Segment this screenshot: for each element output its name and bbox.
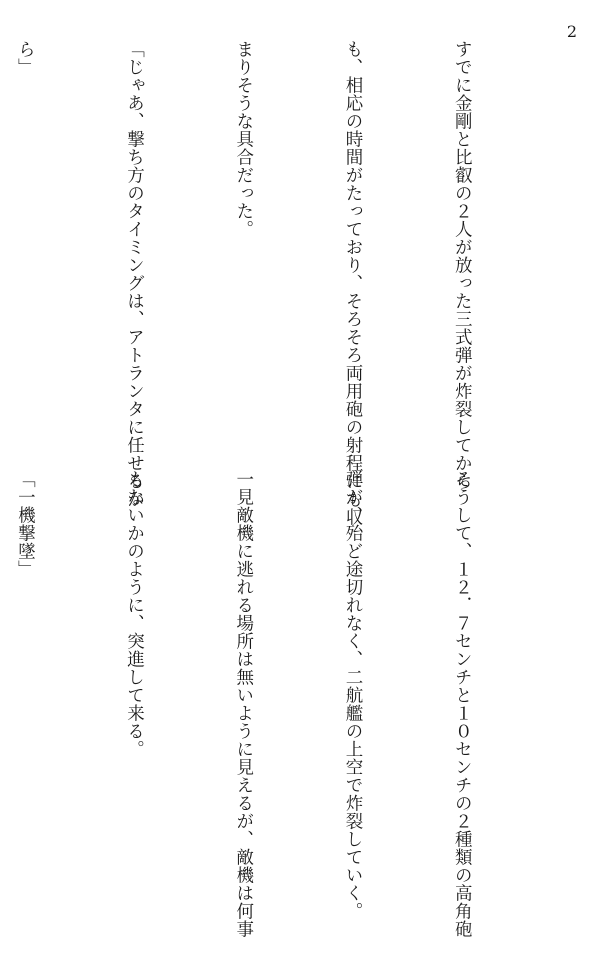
page-number: 2 bbox=[566, 22, 577, 41]
text-line: 一見敵機に逃れる場所は無いように見えるが、敵機は何事 bbox=[233, 470, 254, 938]
text-line: まりそうな具合だった。 bbox=[233, 40, 254, 238]
text-line: もないかのように、突進して来る。 bbox=[124, 470, 145, 758]
text-line: 「じゃあ、撃ち方のタイミングは、アトランタに任せるか bbox=[124, 40, 145, 508]
text-line: そうして、１２．７センチと１０センチの２種類の高角砲 bbox=[452, 470, 473, 938]
text-line: 弾が、殆ど途切れなく、二航艦の上空で炸裂していく。 bbox=[342, 470, 363, 920]
text-line: ら」 bbox=[15, 40, 36, 76]
text-line: も、相応の時間がたっており、そろそろ両用砲の射程にも収 bbox=[342, 40, 363, 526]
text-line: 「一機撃墜」 bbox=[15, 470, 36, 578]
text-line: すでに金剛と比叡の２人が放った三式弾が炸裂してから bbox=[452, 40, 473, 490]
lower-text-block bbox=[0, 470, 553, 938]
